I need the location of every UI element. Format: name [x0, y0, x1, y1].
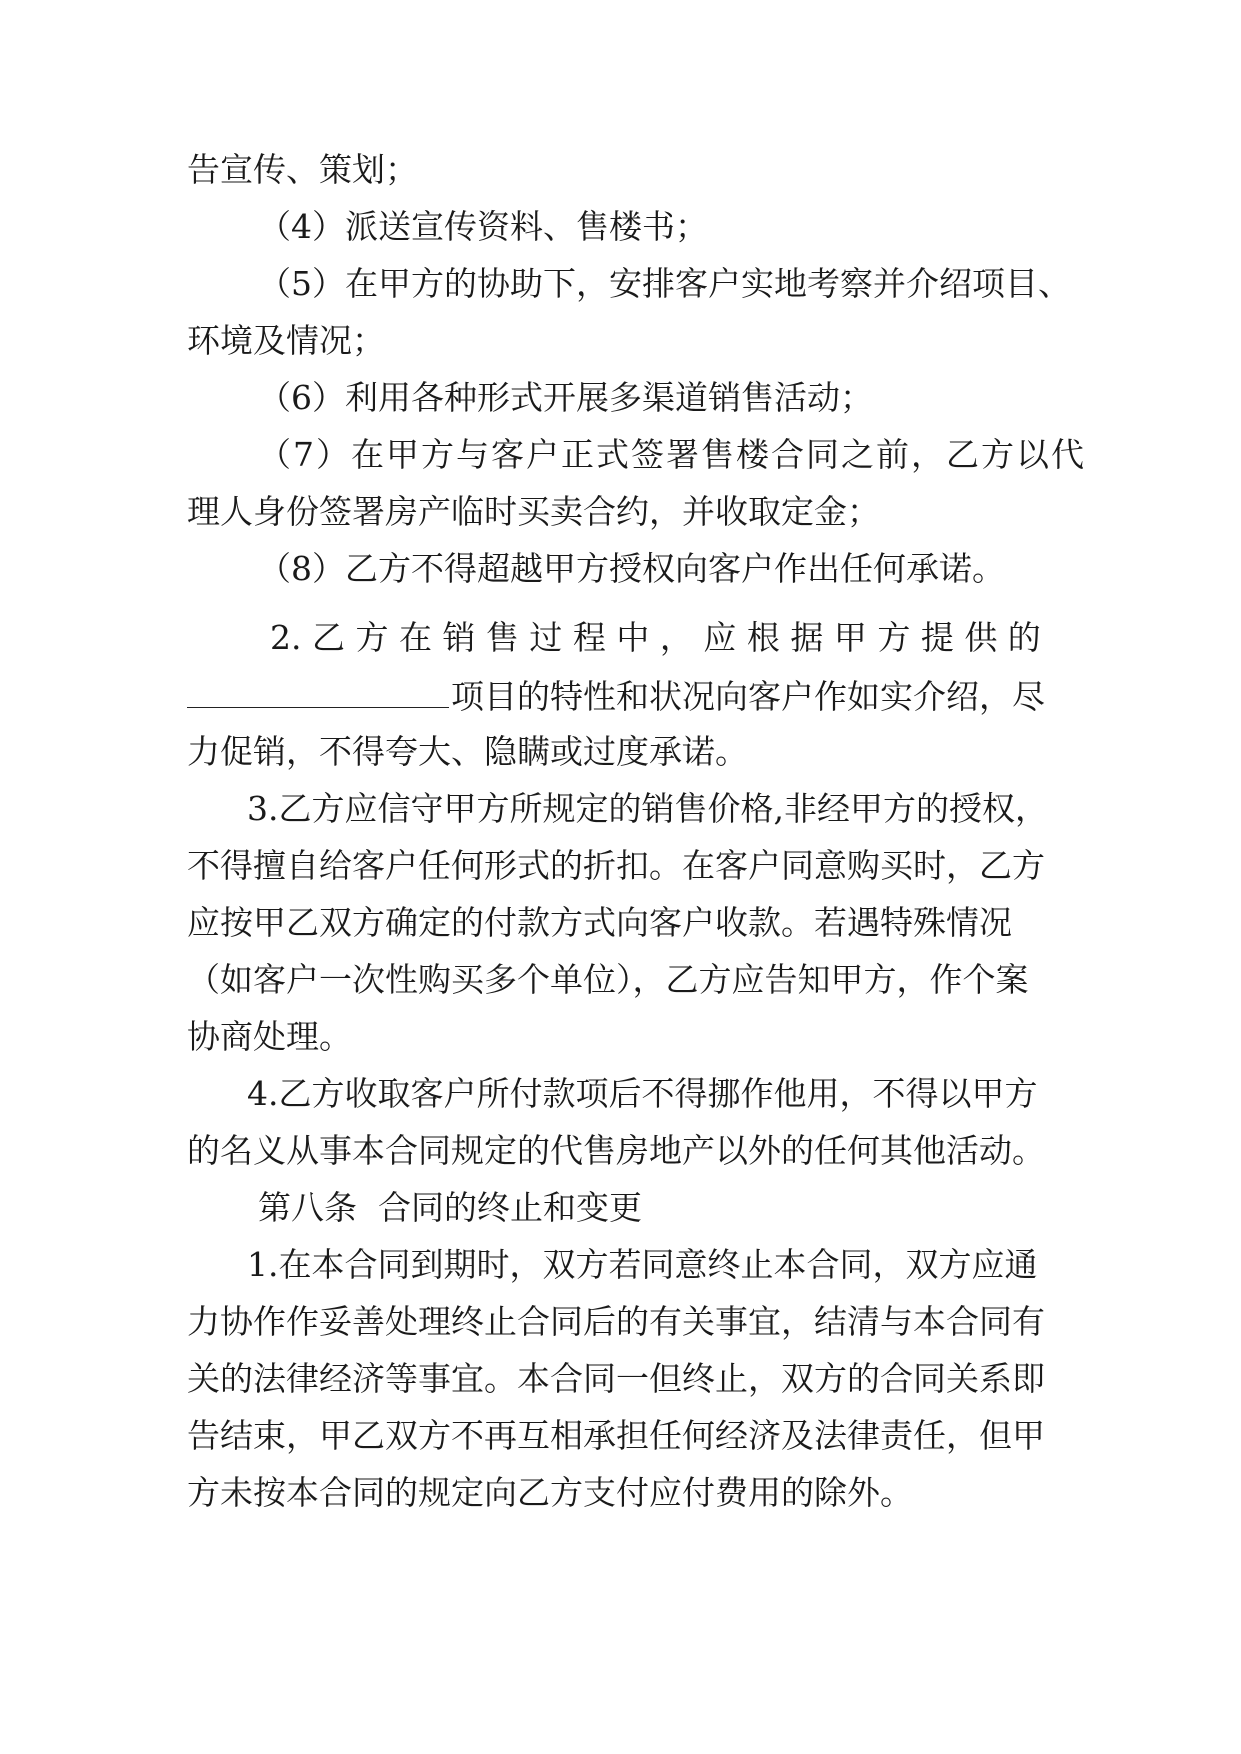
text-line-1: 告宣传、策划； — [187, 150, 418, 189]
text-line-22: 关的法律经济等事宜。本合同一但终止，双方的合同关系即 — [187, 1359, 1045, 1398]
text-line-8: （8）乙方不得超越甲方授权向客户作出任何承诺。 — [258, 549, 1005, 588]
text-line-15: （如客户一次性购买多个单位），乙方应告知甲方，作个案 — [187, 960, 1029, 999]
text-line-5: （6）利用各种形式开展多渠道销售活动； — [258, 378, 873, 417]
text-line-6: （7）在甲方与客户正式签署售楼合同之前，乙方以代 — [258, 435, 1086, 474]
text-line-11: 力促销，不得夸大、隐瞒或过度承诺。 — [187, 732, 748, 771]
text-line-20: 1.在本合同到期时，双方若同意终止本合同，双方应通 — [247, 1245, 1038, 1284]
fill-in-blank — [187, 675, 449, 708]
text-line-4: 环境及情况； — [187, 321, 385, 360]
text-line-24: 方未按本合同的规定向乙方支付应付费用的除外。 — [187, 1473, 913, 1512]
text-line-10-content: 项目的特性和状况向客户作如实介绍，尽 — [451, 677, 1045, 716]
text-line-14: 应按甲乙双方确定的付款方式向客户收款。若遇特殊情况 — [187, 903, 1012, 942]
section-heading: 第八条 合同的终止和变更 — [258, 1188, 642, 1227]
text-line-9: 2. 乙 方 在 销 售 过 程 中 ， 应 根 据 甲 方 提 供 的 — [270, 618, 1041, 657]
text-line-18: 的名义从事本合同规定的代售房地产以外的任何其他活动。 — [187, 1131, 1045, 1170]
text-line-23: 告结束，甲乙双方不再互相承担任何经济及法律责任，但甲 — [187, 1416, 1045, 1455]
text-line-7: 理人身份签署房产临时买卖合约，并收取定金； — [187, 492, 880, 531]
text-line-16: 协商处理。 — [187, 1017, 352, 1056]
text-line-17: 4.乙方收取客户所付款项后不得挪作他用，不得以甲方 — [247, 1074, 1038, 1113]
text-line-12: 3.乙方应信守甲方所规定的销售价格,非经甲方的授权， — [247, 789, 1048, 828]
text-line-3: （5）在甲方的协助下，安排客户实地考察并介绍项目、 — [258, 264, 1071, 303]
text-line-13: 不得擅自给客户任何形式的折扣。在客户同意购买时，乙方 — [187, 846, 1045, 885]
text-line-2: （4）派送宣传资料、售楼书； — [258, 207, 708, 246]
text-line-10 — [187, 675, 1045, 717]
text-line-21: 力协作作妥善处理终止合同后的有关事宜，结清与本合同有 — [187, 1302, 1045, 1341]
